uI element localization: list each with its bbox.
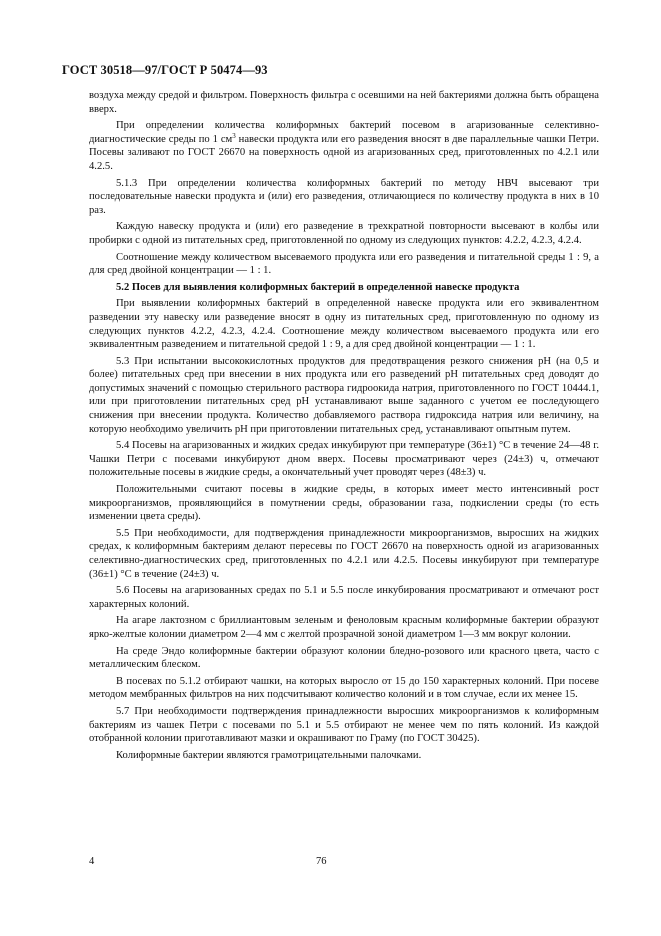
paragraph-positive: Положительными считают посевы в жидкие среды, в которых имеет место интенсивный рост микроорганизмов, проявляющийся в помутнении среды, образовании газа, подкислении среды (то есть изменении цвета среды). <box>89 484 599 523</box>
paragraph-5-6: 5.6 Посевы на агаризованных средах по 5.1 и 5.5 после инкубирования просматривают и отмечают рост характерных колоний. <box>89 585 599 610</box>
paragraph-5-7: 5.7 При необходимости подтверждения принадлежности выросших микроорганизмов к колиформным бактериям из чашек Петри с посевами по 5.1 и 5.5 отбирают не менее чем по пять колоний. Из каждой отобранной колонии приготавливают мазки и окрашивают по Граму (по ГОСТ 30425). <box>89 705 599 745</box>
paragraph-5-3: 5.3 При испытании высококислотных продуктов для предотвращения резкого снижения pH (на 0,5 и более) питательных сред при внесении в них продукта или его разведений pH питательных сред доводят до допустимых значений с помощью стерильного раствора гидроокида натрия, приготовленного по ГОСТ 10444.1, или при приготовлении питательных сред pH устанавливают выше заданного с учетом ее последующего снижения при внесении продукта. Количество добавляемого раствора гидроксида натрия или величину, на которую необходимо увеличить pH при приготовлении питательных сред, устанавливают опытным путем. <box>89 355 599 435</box>
paragraph-endo: На среде Эндо колиформные бактерии образуют колонии бледно-розового или красного цвета, часто с металлическим блеском. <box>89 645 599 671</box>
page-number-left: 4 <box>89 856 95 867</box>
paragraph-agar-count-text-a: При определении количества колиформных бактерий посевом в агаризованные селективно-диагностические среды по 1 см <box>89 120 599 145</box>
paragraph-triplicate: Каждую навеску продукта и (или) его разведение в трехкратной повторности высевают в колбы или пробирки с одной из питательных сред, приготовленной по одному из следующих пунктов: 4.2.2, 4.2.3, 4.2.4. <box>89 221 599 246</box>
paragraph-5-5: 5.5 При необходимости, для подтверждения принадлежности микроорганизмов, выросших на жидких средах, к колиформным бактериям делают пересевы по ГОСТ 26670 на поверхность одной из агаризованных селективно-диагностических сред, приготовленных по 4.2.1 или 4.2.5. Посевы инкубируют при температуре (36±1) °С в течение (24±3) ч. <box>89 527 599 580</box>
paragraph-agar-count <box>89 119 599 173</box>
cubic-superscript: 3 <box>232 131 236 140</box>
paragraph-continuation: воздуха между средой и фильтром. Поверхность фильтра с осевшими на ней бактериями должна быть обращена вверх. <box>89 90 599 115</box>
document-body <box>89 89 599 765</box>
page-number-center: 76 <box>316 856 327 867</box>
paragraph-5-4: 5.4 Посевы на агаризованных и жидких средах инкубируют при температуре (36±1) °С в течение 24—48 г. Чашки Петри с посевами инкубируют дном вверх. Посевы просматривают через (24±3) ч, отмечают положительные посевы в жидкие среды, а окончательный учет проводят через (48±3) ч. <box>89 440 599 479</box>
paragraph-5-1-3: 5.1.3 При определении количества колиформных бактерий по методу НВЧ высевают три последовательные навески продукта и (или) его разведения, отличающиеся по количеству продукта в них в 10 раз. <box>89 177 599 216</box>
paragraph-agar-count-text-b: навески продукта или его разведения вносят в две параллельные чашки Петри. Посевы заливают по ГОСТ 26670 на поверхность одной из агаризованных сред, приготовленных по 4.2.1 или 4.2.5. <box>89 133 600 172</box>
section-heading-5-2: 5.2 Посев для выявления колиформных бактерий в определенной навеске продукта <box>116 281 520 293</box>
standard-title-header: ГОСТ 30518—97/ГОСТ Р 50474—93 <box>62 63 268 77</box>
paragraph-lactose-agar: На агаре лактозном с бриллиантовым зеленым и феноловым красным колиформные бактерии образуют ярко-желтые колонии диаметром 2—4 мм с желтой прозрачной зоной диаметром 1—3 мм вокруг колонии. <box>89 615 599 640</box>
paragraph-gram-negative: Колиформные бактерии являются грамотрицательными палочками. <box>116 749 422 761</box>
paragraph-ratio: Соотношение между количеством высеваемого продукта или его разведения и питательной среды 1 : 9, а для сред двойной концентрации — 1 : 1. <box>89 251 599 277</box>
paragraph-5-2-body: При выявлении колиформных бактерий в определенной навеске продукта или его эквивалентном разведении эту навеску или разведение вносят в одну из питательных сред, приготовленную по одному из следующих пунктов 4.2.2, 4.2.3, 4.2.4. Соотношение между количеством высеваемого продукта или его эквивалентным разведением и питательной средой 1 : 9, а для сред двойной концентрации — 1 : 1. <box>89 298 599 351</box>
paragraph-5-1-2-count: В посевах по 5.1.2 отбирают чашки, на которых выросло от 15 до 150 характерных колоний. При посеве методом мембранных фильтров на них подсчитывают количество колоний и в том случае, если их менее 15. <box>89 675 599 701</box>
